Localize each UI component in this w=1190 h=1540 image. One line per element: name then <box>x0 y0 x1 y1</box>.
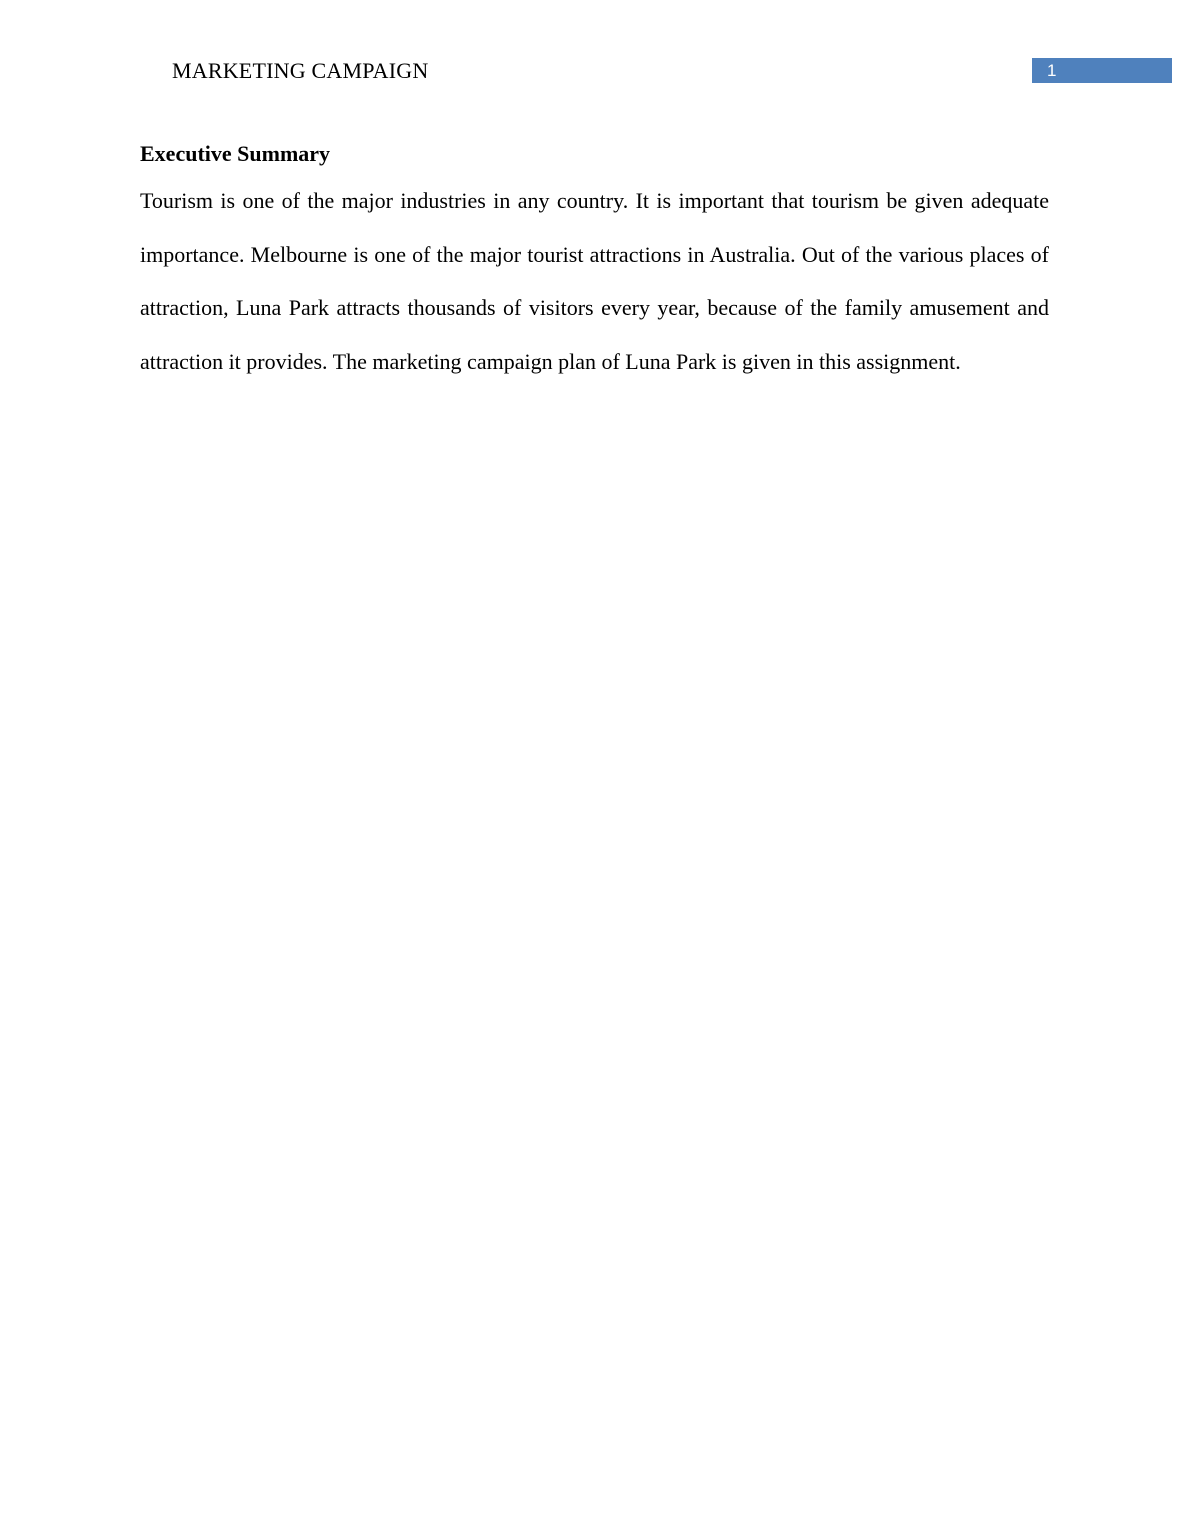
running-head: MARKETING CAMPAIGN <box>172 58 429 83</box>
section-heading: Executive Summary <box>140 141 331 166</box>
page-number-badge <box>1032 58 1172 83</box>
page-number: 1 <box>1047 61 1057 80</box>
body-paragraph: Tourism is one of the major industries in any country. It is important that tourism be given adequate importance. Melbourne is one of the major tourist attractions in Australia. Out of the various places of attraction, Luna Park attracts thousands of visitors every year, because of the family amusement and attraction it provides. The marketing campaign plan of Luna Park is given in this assignment. <box>140 188 1049 374</box>
